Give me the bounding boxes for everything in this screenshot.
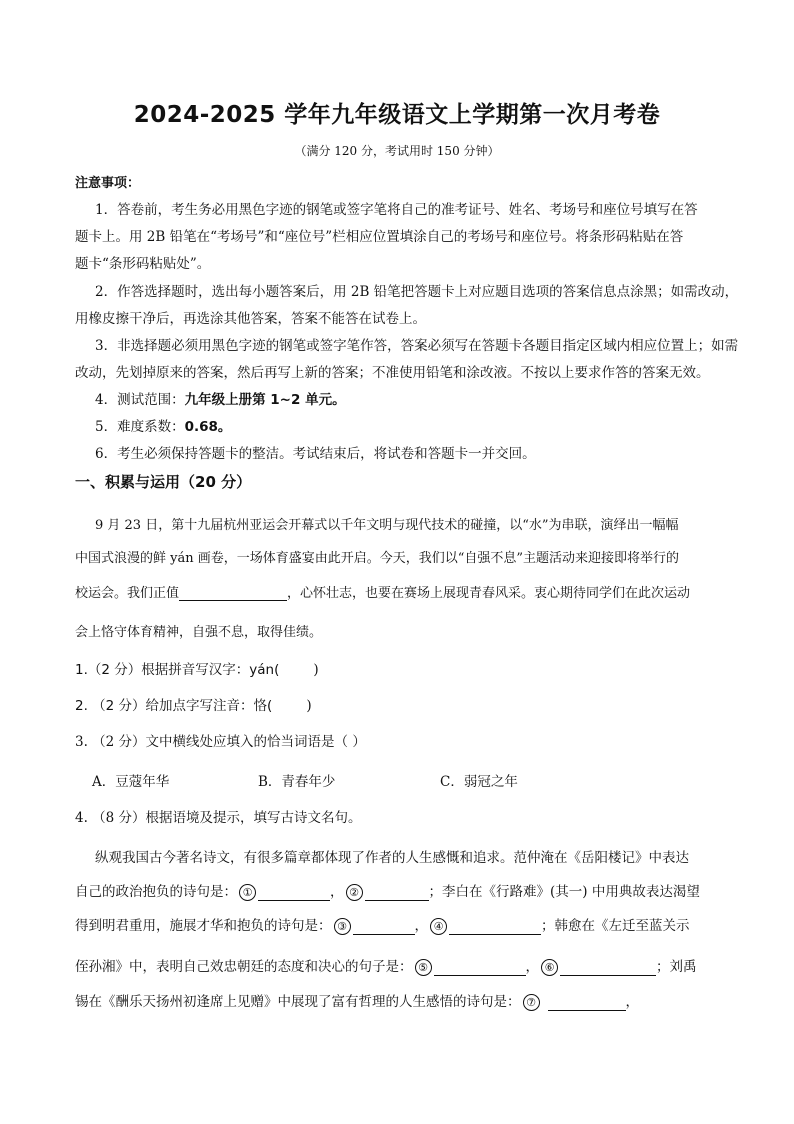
fill-blank <box>560 961 656 976</box>
question-2 <box>75 694 727 714</box>
poem-text: 锡在《酬乐天扬州初逢席上见赠》中展现了富有哲理的人生感悟的诗句是： <box>75 994 521 1010</box>
option-a: A．豆蔻年华 <box>92 774 170 790</box>
fill-blank <box>434 961 526 976</box>
fill-blank <box>548 996 626 1011</box>
page-subtitle: （满分 120 分，考试用时 150 分钟） <box>294 144 500 158</box>
fill-blank <box>179 586 287 601</box>
question-4: 4. （8 分）根据语境及提示，填写古诗文名句。 <box>75 810 362 826</box>
poem-passage-line <box>75 880 727 901</box>
poem-passage-line <box>75 914 727 935</box>
poem-text: 侄孙湘》中，表明自己效忠朝廷的态度和决心的句子是： <box>75 959 413 975</box>
question-2-text: 2. （2 分）给加点字写注音：恪( <box>75 698 273 714</box>
notice-item-4-label: 4．测试范围： <box>95 392 185 408</box>
option-c: C．弱冠之年 <box>440 774 518 790</box>
section-heading: 一、积累与运用（20 分） <box>75 473 252 491</box>
test-scope: 九年级上册第 1~2 单元。 <box>184 392 346 408</box>
question-2-close: ) <box>306 698 312 714</box>
blank-marker: ② <box>346 884 363 901</box>
fill-blank <box>449 920 541 935</box>
poem-passage-line <box>75 955 727 976</box>
question-1-close: ) <box>313 662 319 678</box>
passage-line: 9 月 23 日，第十九届杭州亚运会开幕式以千年文明与现代技术的碰撞，以“水”为串联，演绎出一幅幅 <box>95 518 679 533</box>
passage-text: ，心怀壮志，也要在赛场上展现青春风采。衷心期待同学们在此次运动 <box>287 586 691 601</box>
poem-passage-line: 纵观我国古今著名诗文，有很多篇章都体现了作者的人生感慨和追求。范仲淹在《岳阳楼记》中表达 <box>95 850 689 866</box>
fill-blank <box>258 886 330 901</box>
question-1-text: 1.（2 分）根据拼音写汉字：yán( <box>75 662 280 678</box>
notice-item-5-label: 5．难度系数： <box>95 419 185 435</box>
question-1 <box>75 658 727 678</box>
poem-text: ；韩愈在《左迁至蓝关示 <box>541 918 690 934</box>
passage-line: 会上恪守体育精神，自强不息，取得佳绩。 <box>75 625 323 640</box>
poem-text: ， <box>625 994 639 1010</box>
difficulty-value: 0.68。 <box>184 419 232 435</box>
notice-item-2-cont: 用橡皮擦干净后，再选涂其他答案，答案不能答在试卷上。 <box>75 311 426 327</box>
blank-marker: ④ <box>430 918 447 935</box>
poem-text: ， <box>414 918 428 934</box>
poem-text: 自己的政治抱负的诗句是： <box>75 884 237 900</box>
poem-text: ；李白在《行路难》(其一) 中用典故表达渴望 <box>428 884 700 900</box>
blank-marker: ③ <box>334 918 351 935</box>
notice-item-5 <box>95 415 747 435</box>
page-title: 2024-2025 学年九年级语文上学期第一次月考卷 <box>133 102 661 128</box>
blank-marker: ⑤ <box>415 959 432 976</box>
notice-item-6: 6．考生必须保持答题卡的整洁。考试结束后，将试卷和答题卡一并交回。 <box>95 446 536 462</box>
notice-item-3-cont: 改动，先划掉原来的答案，然后再写上新的答案；不准使用铅笔和涂改液。不按以上要求作答的答案无效。 <box>75 365 710 381</box>
notice-heading: 注意事项： <box>75 176 141 191</box>
passage-line: 中国式浪漫的鲜 yán 画卷，一场体育盛宴由此开启。今天，我们以“自强不息”主题活动来迎接即将举行的 <box>75 551 680 566</box>
poem-text: 得到明君重用，施展才华和抱负的诗句是： <box>75 918 332 934</box>
blank-marker: ⑥ <box>541 959 558 976</box>
notice-item-1: 1．答卷前，考生务必用黑色字迹的钢笔或签字笔将自己的准考证号、姓名、考场号和座位号填写在答 <box>95 202 698 218</box>
blank-marker: ⑦ <box>523 994 540 1011</box>
poem-text: ；刘禹 <box>656 959 697 975</box>
notice-item-3: 3．非选择题必须用黑色字迹的钢笔或签字笔作答，答案必须写在答题卡各题目指定区域内相应位置上；如需 <box>95 338 739 354</box>
fill-blank <box>353 920 415 935</box>
poem-text: ， <box>330 884 344 900</box>
option-b: B．青春年少 <box>258 774 336 790</box>
passage-line <box>75 582 727 601</box>
poem-passage-line <box>75 990 727 1011</box>
blank-marker: ① <box>239 884 256 901</box>
poem-text: ， <box>525 959 539 975</box>
fill-blank <box>365 886 429 901</box>
passage-text: 校运会。我们正值 <box>75 586 180 601</box>
notice-item-2: 2．作答选择题时，选出每小题答案后，用 2B 铅笔把答题卡上对应题目选项的答案信息点涂黑；如需改动， <box>95 284 739 300</box>
question-3: 3. （2 分）文中横线处应填入的恰当词语是（ ） <box>75 734 366 750</box>
notice-item-1-cont2: 题卡“条形码粘贴处”。 <box>75 256 211 272</box>
notice-item-1-cont: 题卡上。用 2B 铅笔在“考场号”和“座位号”栏相应位置填涂自己的考场号和座位号。将条形码粘贴在答 <box>75 229 684 245</box>
notice-item-4 <box>95 388 747 408</box>
